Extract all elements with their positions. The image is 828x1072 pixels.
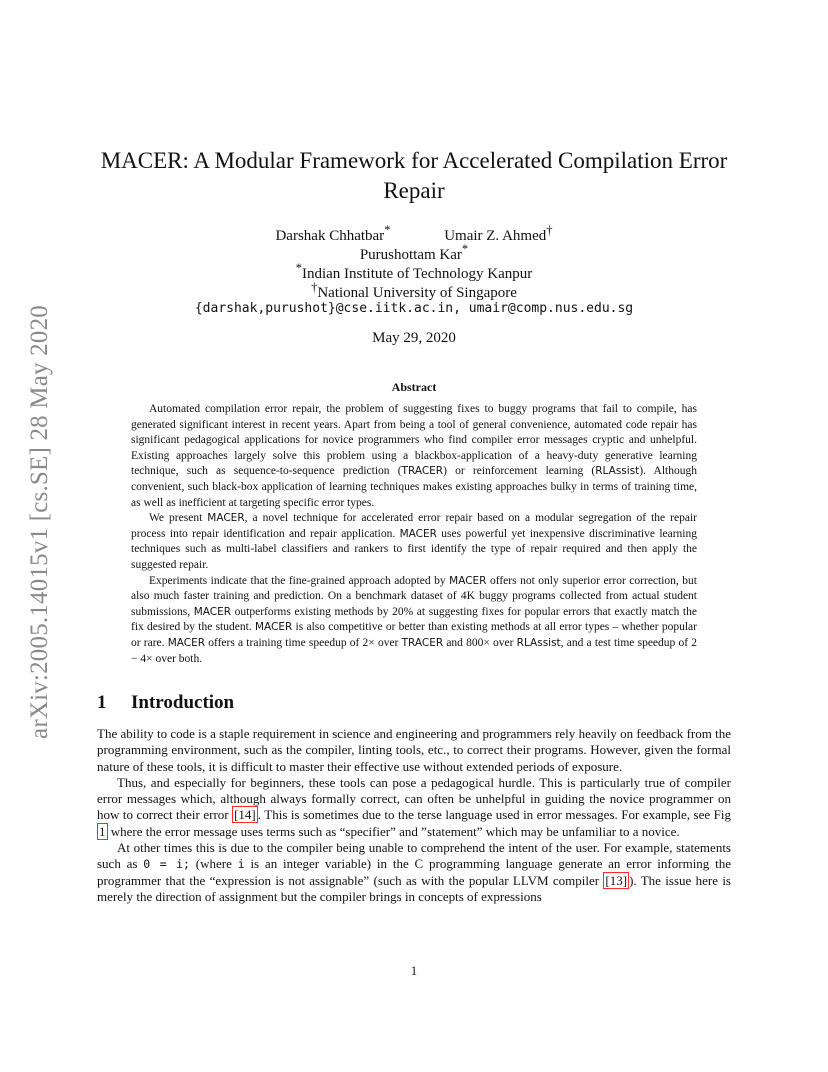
section-heading [97,692,234,714]
author-mark: * [384,223,391,237]
author-mark: * [461,242,469,256]
abstract-paragraph: Experiments indicate that the fine-grained approach adopted by MACER offers not only superior error correction, but also much faster training and prediction. On a benchmark dataset of 4K buggy programs collected from actual student submissions, MACER outperforms existing methods by 20% at suggesting fixes for popular errors that exactly match the fix desired by the student. MACER is also competitive or better than existing methods at all error types – whether popular or rare. MACER offers a training time speedup of 2× over TRACER and 800× over RLAssist, and a test time speedup of 2 − 4× over both. [131,574,697,665]
affiliation-name: National University of Singapore [317,285,517,301]
abstract-paragraph: We present MACER, a novel technique for accelerated error repair based on a modular segregation of the repair process into repair identification and repair application. MACER uses powerful yet inexpensive discriminative learning techniques such as multi-label classifiers and rankers to first identify the type of repair required and then apply the suggested repair. [131,512,697,571]
section-title: Introduction [131,692,235,713]
inline-code: 0 = i; [143,857,190,872]
affiliation [140,280,688,302]
arxiv-sidebar [18,0,62,1072]
author-name: Darshak Chhatbar [275,228,385,244]
inline-code: i [237,857,245,872]
figure-link[interactable]: 1 [99,823,106,839]
body-paragraph: Thus, and especially for beginners, these tools can pose a pedagogical hurdle. This is particularly true of compiler error messages which, although always formally correct, can often be unhelpful in guiding the novice programmer on how to correct their error [14] . This is sometimes due to the terse language used in error messages. For example, see Fig 1 where the error message uses terms such as “specifier” and ”statement” which may be unfamiliar to a novice. [97,774,731,839]
abstract-paragraph: Automated compilation error repair, the problem of suggesting fixes to buggy programs that fail to compile, has generated significant interest in recent years. Apart from being a tool of general convenience, automated code repair has significant pedagogical applications for novice programmers who find compiler error messages cryptic and unhelpful. Existing approaches largely solve this problem using a blackbox-application of a heavy-duty generative learning technique, such as sequence-to-sequence prediction (TRACER) or reinforcement learning (RLAssist). Although convenient, such black-box application of learning techniques makes existing approaches bulky in terms of training time, as well as inefficient at targeting specific error types. [131,403,697,509]
author-emails: {darshak,purushot}@cse.iitk.ac.in, umair@comp.nus.edu.sg [194,301,634,316]
paper-title: MACER: A Modular Framework for Accelerated Compilation Error Repair [100,148,728,203]
affiliation-name: Indian Institute of Technology Kanpur [301,266,533,282]
author-name: Purushottam Kar [359,247,462,263]
citation-link[interactable]: [14] [234,807,256,823]
arxiv-identifier: arXiv:2005.14015v1 [cs.SE] 28 May 2020 [26,305,53,739]
paper-date: May 29, 2020 [372,330,456,346]
abstract-body [131,402,697,667]
body-paragraph: At other times this is due to the compiler being unable to comprehend the intent of the user. For example, statements such as 0 = i; (where i is an integer variable) in the C programming language generate an error informing the programmer that the “expression is not assignable” (such as with the popular LLVM compiler [13] ). The issue here is merely the direction of assignment but the compiler brings in concepts of expressions [97,840,731,904]
citation-link[interactable]: [13] [605,872,628,888]
author-name: Umair Z. Ahmed [444,228,547,244]
affiliation-mark: * [295,261,302,275]
author-mark: † [546,223,553,237]
section-number: 1 [97,692,107,713]
body-paragraph: The ability to code is a staple requirement in science and engineering and programmers rely heavily on feedback from the programming environment, such as the compiler, linting tools, etc., to correct their programs. However, given the formal nature of these tools, it is difficult to master their effective use without extended periods of exposure. [97,726,731,774]
abstract-heading: Abstract [391,380,437,394]
affiliation-mark: † [311,280,318,294]
page-number: 1 [410,963,418,978]
section-body [97,726,731,905]
